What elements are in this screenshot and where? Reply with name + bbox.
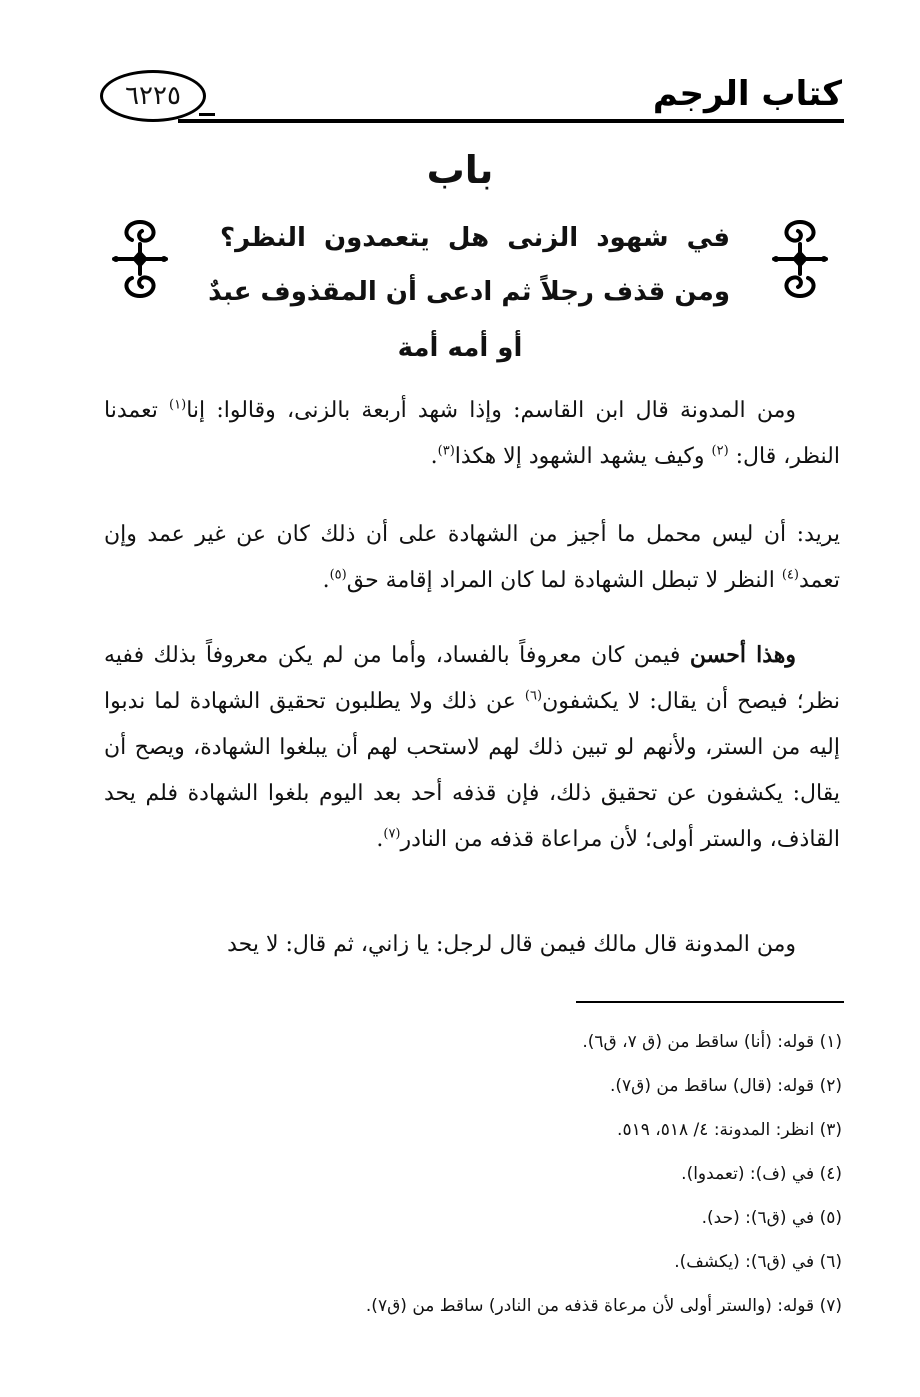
footnote-ref: (١) bbox=[169, 397, 187, 413]
chapter-title-line-1: في شهود الزنى هل يتعمدون النظر؟ bbox=[220, 223, 730, 253]
arabesque-ornament-icon bbox=[108, 214, 172, 304]
paragraph-text: فيمن كان معروفاً بالفساد، وأما من لم يكن معروفاً بذلك ففيه نظر؛ فيصح أن يقال: لا يكشفون bbox=[104, 643, 840, 714]
chapter-word: باب bbox=[426, 148, 494, 192]
footnote-ref: (٦) bbox=[524, 688, 543, 704]
body-paragraph bbox=[104, 512, 840, 604]
footnote: (٦) في (ق٦): (يكشف). bbox=[674, 1252, 842, 1272]
arabesque-ornament-icon bbox=[768, 214, 832, 304]
footnote: (٣) انظر: المدونة: ٤/ ٥١٨، ٥١٩. bbox=[617, 1120, 842, 1140]
footnote-ref: (٧) bbox=[383, 826, 401, 842]
footnote: (٢) قوله: (قال) ساقط من (ق٧). bbox=[609, 1076, 842, 1096]
paragraph-text: عن ذلك ولا يطلبون تحقيق الشهادة لما ندبوا إليه من الستر، ولأنهم لو تبين ذلك لهم لاستحب لهم أن يبلغوا الشهادة، ويصح أن يقال: يكشفون عن تحقيق ذلك، فإن قذفه أحد بعد اليوم بلغوا الشهادة فلم يحد القاذف، والستر أولى؛ لأن مراعاة قذفه من النادر bbox=[104, 689, 840, 852]
paragraph-text: تعمدنا النظر، قال: bbox=[104, 398, 840, 469]
page-number: ٦٢٢٥ bbox=[125, 81, 181, 111]
body-paragraph bbox=[104, 632, 840, 863]
body-paragraph bbox=[104, 388, 840, 480]
paragraph-text: . bbox=[376, 827, 384, 852]
paragraph-text: . bbox=[430, 444, 438, 469]
footnote: (٤) في (ف): (تعمدوا). bbox=[681, 1164, 842, 1184]
footnote: (١) قوله: (أنا) ساقط من (ق ٧، ق٦). bbox=[582, 1032, 842, 1052]
footnote: (٧) قوله: (والستر أولى لأن مرعاة قذفه من النادر) ساقط من (ق٧). bbox=[365, 1296, 842, 1316]
chapter-title-line-2: ومن قذف رجلاً ثم ادعى أن المقذوف عبدٌ bbox=[208, 277, 730, 307]
paragraph-text: ومن المدونة قال ابن القاسم: وإذا شهد أربعة بالزنى، وقالوا: إنا bbox=[186, 398, 797, 423]
running-title: كتاب الرجم bbox=[652, 74, 842, 114]
emphasis-text: وهذا أحسن bbox=[689, 642, 796, 668]
paragraph-text: . bbox=[322, 568, 330, 593]
footnote-ref: (٢) bbox=[711, 443, 729, 459]
paragraph-text: ومن المدونة قال مالك فيمن قال لرجل: يا زاني، ثم قال: لا يحد bbox=[227, 932, 796, 957]
paragraph-text: يريد: أن ليس محمل ما أجيز من الشهادة على أن ذلك كان عن غير عمد وإن تعمد bbox=[104, 522, 840, 593]
body-paragraph bbox=[104, 922, 840, 968]
paragraph-text: النظر لا تبطل الشهادة لما كان المراد إقامة حق bbox=[346, 568, 782, 593]
header-rule bbox=[178, 119, 844, 123]
footnote: (٥) في (ق٦): (حد). bbox=[701, 1208, 842, 1228]
footnote-ref: (٥) bbox=[329, 567, 347, 583]
chapter-title-line-3: أو أمه أمة bbox=[397, 333, 523, 363]
footnote-ref: (٤) bbox=[781, 567, 799, 583]
footnote-ref: (٣) bbox=[437, 443, 455, 459]
footnote-rule bbox=[576, 1001, 844, 1003]
page-number-badge bbox=[100, 70, 206, 122]
paragraph-text: وكيف يشهد الشهود إلا هكذا bbox=[454, 444, 712, 469]
